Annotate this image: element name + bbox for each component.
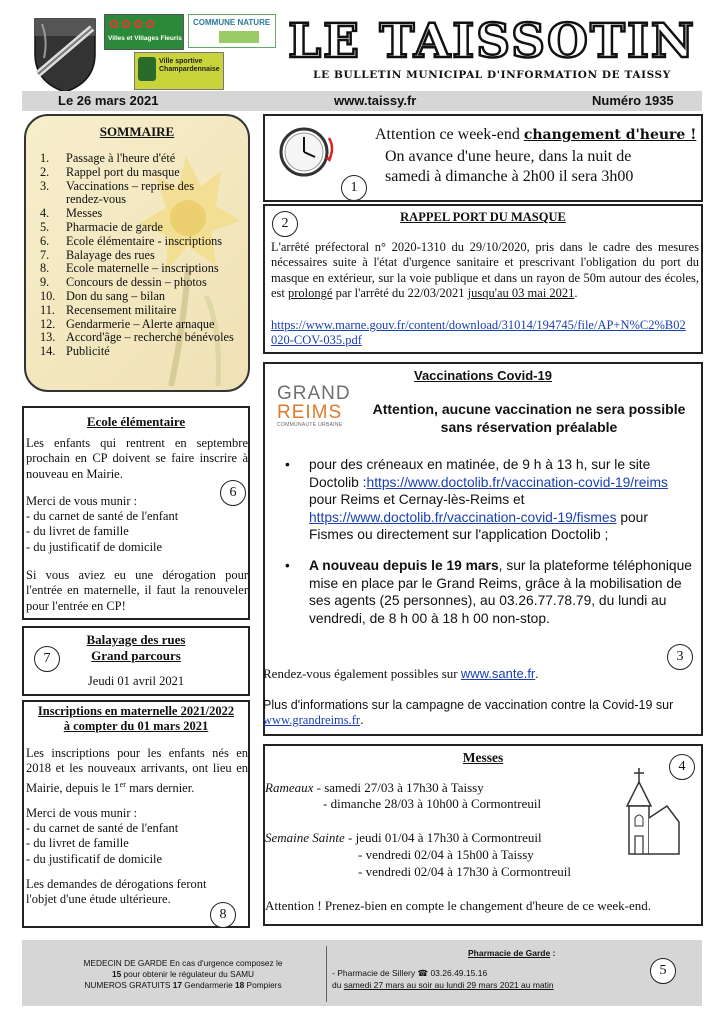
pharmacie-de-garde-title: Pharmacie de Garde : — [468, 948, 556, 958]
section-number-7: 7 — [34, 646, 60, 672]
commune-nature-badge: COMMUNE NATURE — [188, 14, 276, 48]
vaccin-rdv: Rendez-vous également possibles sur www.sante.fr. — [263, 666, 539, 681]
sommaire-item-number: 14. — [40, 344, 56, 359]
maternelle-merci: Merci de vous munir : — [26, 806, 138, 820]
sommaire-item — [40, 180, 210, 208]
pharmacie-line: - Pharmacie de Sillery ☎ 03.26.49.15.16 — [332, 968, 488, 978]
maternelle-title-1: Inscriptions en maternelle 2021/2022 — [37, 704, 235, 718]
sommaire-list — [40, 152, 250, 359]
list-item: - du carnet de santé de l'enfant — [26, 821, 179, 835]
heure-line3: samedi à dimanche à 2h00 il sera 3h00 — [385, 168, 634, 185]
vaccin-box — [263, 362, 703, 736]
sommaire-item-label: Ecole maternelle – inscriptions — [66, 261, 219, 276]
messes-sainte-2: - vendredi 02/04 à 15h00 à Taissy — [358, 847, 534, 862]
sommaire-item-label: Recensement militaire — [66, 302, 177, 317]
sommaire-item — [40, 249, 240, 263]
messes-title: Messes — [462, 750, 504, 765]
heure-box — [263, 114, 703, 202]
section-number-1: 1 — [341, 175, 367, 201]
messes-sainte-1: Semaine Sainte - jeudi 01/04 à 17h30 à Cormontreuil — [265, 830, 542, 845]
list-item: - du carnet de santé de l'enfant — [26, 509, 179, 523]
sommaire-item — [40, 345, 240, 359]
messes-rameaux-1: Rameaux - samedi 27/03 à 17h30 à Taissy — [265, 780, 484, 795]
masque-paragraph: L'arrêté préfectoral n° 2020-1310 du 29/10/2020, pris dans le cadre des mesures nécessaires suite à l'état d'urgence sanitaire et prescrivant l'obligation du port du masque en extérieur, sur la voie publique et dans un rayon de 50m autour des écoles, est prolongé par l'arrêté du 22/03/2021 jusqu'au 03 mai 2021. — [271, 240, 699, 300]
sommaire-item-number: 10. — [40, 288, 56, 303]
balayage-title-1: Balayage des rues — [86, 632, 186, 647]
sommaire-item-number: 8. — [40, 261, 50, 276]
sommaire-item — [40, 166, 240, 180]
list-item: - du livret de famille — [26, 524, 129, 539]
sommaire-item — [40, 235, 240, 249]
sommaire-item — [40, 207, 240, 221]
masque-pdf-link[interactable]: https://www.marne.gouv.fr/content/download/31014/194745/file/AP+N%C2%B02020-COV-035.pdf — [271, 318, 686, 348]
sommaire-item-label: Publicité — [66, 344, 110, 359]
maternelle-items — [26, 821, 236, 867]
masque-box — [263, 204, 703, 354]
vaccin-title: Vaccinations Covid-19 — [414, 368, 552, 383]
vaccin-headline: Attention, aucune vaccination ne sera possible sans réservation préalable — [372, 401, 686, 435]
website-link[interactable]: www.taissy.fr — [334, 93, 417, 108]
maternelle-paragraph-2: Les demandes de dérogations feront l'objet d'une étude ultérieure. — [26, 877, 207, 907]
ecole-title: Ecole élémentaire — [86, 414, 186, 429]
balayage-box — [22, 626, 250, 696]
section-number-8: 8 — [210, 902, 236, 928]
sommaire-item-label: Accord'âge – recherche bénévoles — [66, 330, 234, 345]
sommaire-item-label: Vaccinations – reprise des rendez-vous — [66, 178, 195, 207]
sommaire-item — [40, 290, 240, 304]
sommaire-item-label: Don du sang – bilan — [66, 288, 166, 303]
ecole-box — [22, 406, 250, 620]
section-number-6: 6 — [220, 480, 246, 506]
sommaire-item-number: 12. — [40, 316, 56, 331]
list-item: - du justificatif de domicile — [26, 539, 163, 554]
villes-fleuris-badge: ✿✿✿✿ Villes et Villages Fleuris — [104, 14, 184, 50]
messes-attention: Attention ! Prenez-bien en compte le changement d'heure de ce week-end. — [265, 898, 652, 913]
sommaire-item-number: 13. — [40, 330, 56, 345]
balayage-date: Jeudi 01 avril 2021 — [87, 674, 185, 688]
sommaire-item-number: 7. — [40, 247, 50, 262]
ville-sportive-badge: Ville sportive Champardennaise — [134, 52, 224, 90]
messes-rameaux-2: - dimanche 28/03 à 10h00 à Cormontreuil — [323, 796, 542, 811]
sommaire-item-label: Passage à l'heure d'été — [66, 151, 176, 165]
vaccin-info: Plus d'informations sur la campagne de vaccination contre la Covid-19 sur www.grandreims.fr. — [263, 698, 674, 727]
taissy-crest-logo — [30, 14, 100, 94]
sommaire-item — [40, 262, 240, 276]
sommaire-item — [40, 304, 240, 318]
section-number-3: 3 — [667, 644, 693, 670]
vaccin-bullet-2: • A nouveau depuis le 19 mars, sur la plateforme téléphonique mise en place par le Grand Reims, grâce à la mobilisation de ses agents (25 personnes), au 03.26.77.78.79, du lundi au vendredi, de 8 h 00 à 18 h 00 non-stop. — [285, 558, 692, 626]
section-number-2: 2 — [272, 211, 298, 237]
church-icon — [617, 766, 681, 858]
ecole-items — [26, 509, 226, 555]
sommaire-item — [40, 331, 240, 345]
sommaire-item-number: 6. — [40, 233, 50, 248]
issue-number: Numéro 1935 — [592, 93, 674, 108]
section-number-5: 5 — [650, 958, 676, 984]
date-bar — [22, 91, 702, 111]
section-number-4: 4 — [669, 754, 695, 780]
sommaire-item — [40, 276, 240, 290]
clock-icon — [277, 126, 339, 178]
sommaire-item-number: 2. — [40, 164, 50, 179]
sommaire-item-label: Pharmacie de garde — [66, 219, 163, 234]
heure-line2: On avance d'une heure, dans la nuit de — [385, 148, 632, 165]
page-title: LE TAISSOTIN — [288, 14, 696, 69]
ecole-merci: Merci de vous munir : — [26, 494, 138, 508]
sommaire-item-label: Gendarmerie – Alerte arnaque — [66, 316, 215, 331]
footer-bar — [22, 940, 702, 1006]
grand-reims-logo: GRAND REIMS COMMUNAUTÉ URBAINE — [277, 383, 351, 428]
issue-date: Le 26 mars 2021 — [58, 93, 159, 108]
sommaire-item-number: 4. — [40, 206, 50, 221]
ecole-paragraph-2: Si vous aviez eu une dérogation pour l'entrée en maternelle, il faut la renouveler pour l'entrée en CP! — [26, 568, 248, 613]
sommaire-panel — [24, 114, 250, 392]
grandreims-link[interactable]: www.grandreims.fr — [263, 713, 361, 727]
maternelle-title-2: à compter du 01 mars 2021 — [63, 719, 209, 733]
sommaire-item — [40, 152, 240, 166]
doctolib-reims-link[interactable]: https://www.doctolib.fr/vaccination-covid-19/reims — [366, 474, 668, 490]
ecole-paragraph: Les enfants qui rentrent en septembre prochain en CP doivent se faire inscrire à nouveau en Mairie. — [26, 436, 248, 481]
sommaire-item-number: 3. — [40, 178, 50, 193]
sommaire-item-label: Messes — [66, 206, 103, 221]
masque-title: RAPPEL PORT DU MASQUE — [400, 210, 566, 224]
sommaire-item-label: Ecole élémentaire - inscriptions — [66, 233, 223, 248]
sommaire-item-label: Balayage des rues — [66, 247, 155, 262]
sommaire-item-label: Concours de dessin – photos — [66, 275, 207, 290]
doctolib-fismes-link[interactable]: https://www.doctolib.fr/vaccination-covid-19/fismes — [309, 509, 617, 525]
messes-sainte-3: - vendredi 02/04 à 17h30 à Cormontreuil — [358, 864, 572, 879]
sommaire-title: SOMMAIRE — [99, 124, 175, 139]
sommaire-item-number: 1. — [40, 151, 50, 165]
sommaire-item-number: 9. — [40, 275, 50, 290]
medecin-de-garde: MEDECIN DE GARDE En cas d'urgence composez le 15 pour obtenir le régulateur du SAMU NUMEROS GRATUITS 17 Gendarmerie 18 Pompiers — [83, 958, 283, 990]
pharmacie-dates: du samedi 27 mars au soir au lundi 29 mars 2021 au matin — [332, 980, 554, 990]
sommaire-item — [40, 318, 240, 332]
sante-link[interactable]: www.sante.fr — [460, 666, 536, 681]
sommaire-item — [40, 221, 240, 235]
messes-box — [263, 744, 703, 926]
heure-line1: Attention ce week-end changement d'heure ! — [375, 126, 697, 143]
maternelle-paragraph: Les inscriptions pour les enfants nés en 2018 et les nouveaux arrivants, ont lieu en Mairie, depuis le 1er mars dernier. — [26, 746, 248, 795]
maternelle-box — [22, 700, 250, 928]
sommaire-item-label: Rappel port du masque — [66, 164, 180, 179]
list-item: - du justificatif de domicile — [26, 851, 163, 866]
list-item: - du livret de famille — [26, 836, 129, 851]
vaccin-bullet-1: • pour des créneaux en matinée, de 9 h à 13 h, sur le site Doctolib :https://www.doctolib.fr/vaccination-covid-19/reims pour Reims et Cernay-lès-Reims et https://www.doctolib.fr/vaccination-covid-19/fismes pour Fismes ou directement sur l'application Doctolib ; — [285, 457, 668, 542]
sommaire-item-number: 5. — [40, 219, 50, 234]
sommaire-item-number: 11. — [40, 302, 55, 317]
page-subtitle: LE BULLETIN MUNICIPAL D'INFORMATION DE TAISSY — [313, 69, 671, 81]
balayage-title-2: Grand parcours — [91, 648, 181, 663]
